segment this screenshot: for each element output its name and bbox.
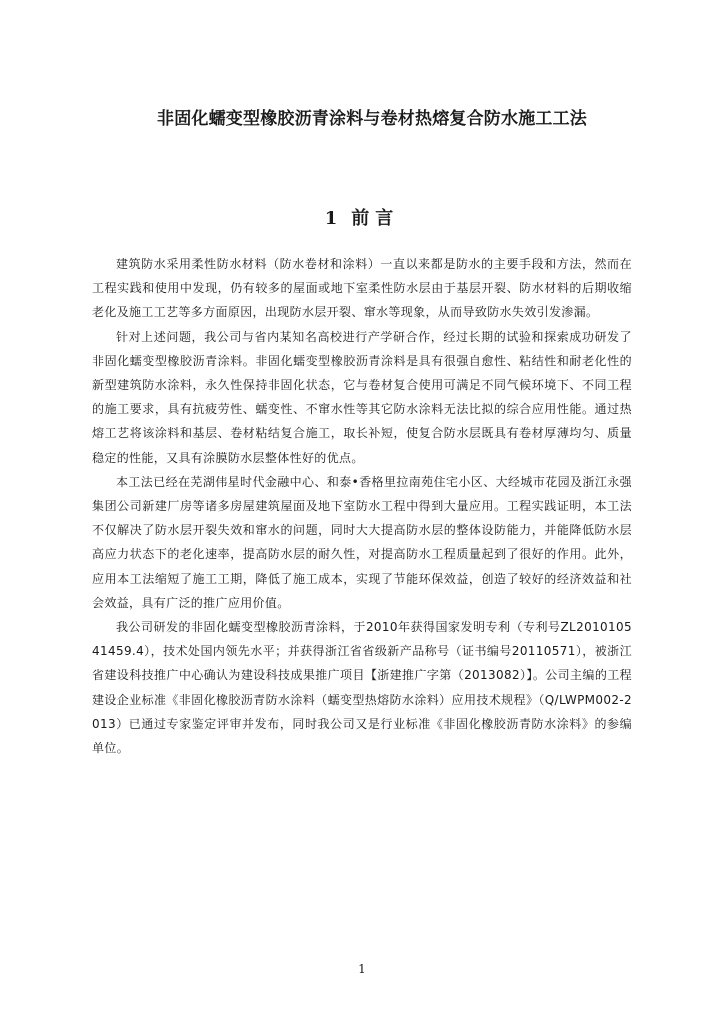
section-number: 1 — [324, 208, 338, 229]
paragraph-background: 建筑防水采用柔性防水材料（防水卷材和涂料）一直以来都是防水的主要手段和方法，然而在工程实践和使用中发现，仍有较多的屋面或地下室柔性防水层由于基层开裂、防水材料的后期收缩老化及施工工艺等多方面原因，出现防水层开裂、窜水等现象，从而导致防水失效引发渗漏。 — [92, 257, 632, 320]
paragraph-development: 针对上述问题，我公司与省内某知名高校进行产学研合作，经过长期的试验和探索成功研发了非固化蠕变型橡胶沥青涂料。非固化蠕变型橡胶沥青涂料是具有很强自愈性、粘结性和耐老化性的新型建筑防水涂料，永久性保持非固化状态，它与卷材复合使用可满足不同气候环境下、不同工程的施工要求，具有抗疲劳性、蠕变性、不窜水性等其它防水涂料无法比拟的综合应用性能。通过热熔工艺将该涂料和基层、卷材粘结复合施工，取长补短，使复合防水层既具有卷材厚薄均匀、质量稳定的性能，又具有涂膜防水层整体性好的优点。 — [92, 329, 632, 465]
section-title: 前言 — [351, 208, 400, 229]
paragraph-applications: 本工法已经在芜湖伟星时代金融中心、和泰•香格里拉南苑住宅小区、大经城市花园及浙江永强集团公司新建厂房等诸多房屋建筑屋面及地下室防水工程中得到大量应用。工程实践证明，本工法不仅解决了防水层开裂失效和窜水的问题，同时大大提高防水层的整体设防能力，并能降低防水层高应力状态下的老化速率，提高防水层的耐久性，对提高防水工程质量起到了很好的作用。此外，应用本工法缩短了施工工期，降低了施工成本，实现了节能环保效益，创造了较好的经济效益和社会效益，具有广泛的推广应用价值。 — [92, 474, 632, 610]
document-title: 非固化蠕变型橡胶沥青涂料与卷材热熔复合防水施工工法 — [157, 109, 587, 129]
page-number: 1 — [358, 962, 366, 976]
paragraph-patents: 我公司研发的非固化蠕变型橡胶沥青涂料，于2010年获得国家发明专利（专利号ZL201010541459.4），技术处国内领先水平；并获得浙江省省级新产品称号（证书编号20110571），被浙江省建设科技推广中心确认为建设科技成果推广项目【浙建推广字第（2013082）】。公司主编的工程建设企业标准《非固化橡胶沥青防水涂料（蠕变型热熔防水涂料）应用技术规程》（Q/LWPM002-2013）已通过专家鉴定评审并发布，同时我公司又是行业标准《非固化橡胶沥青防水涂料》的参编单位。 — [92, 620, 632, 756]
body-text — [92, 252, 632, 760]
section-heading — [0, 204, 724, 230]
